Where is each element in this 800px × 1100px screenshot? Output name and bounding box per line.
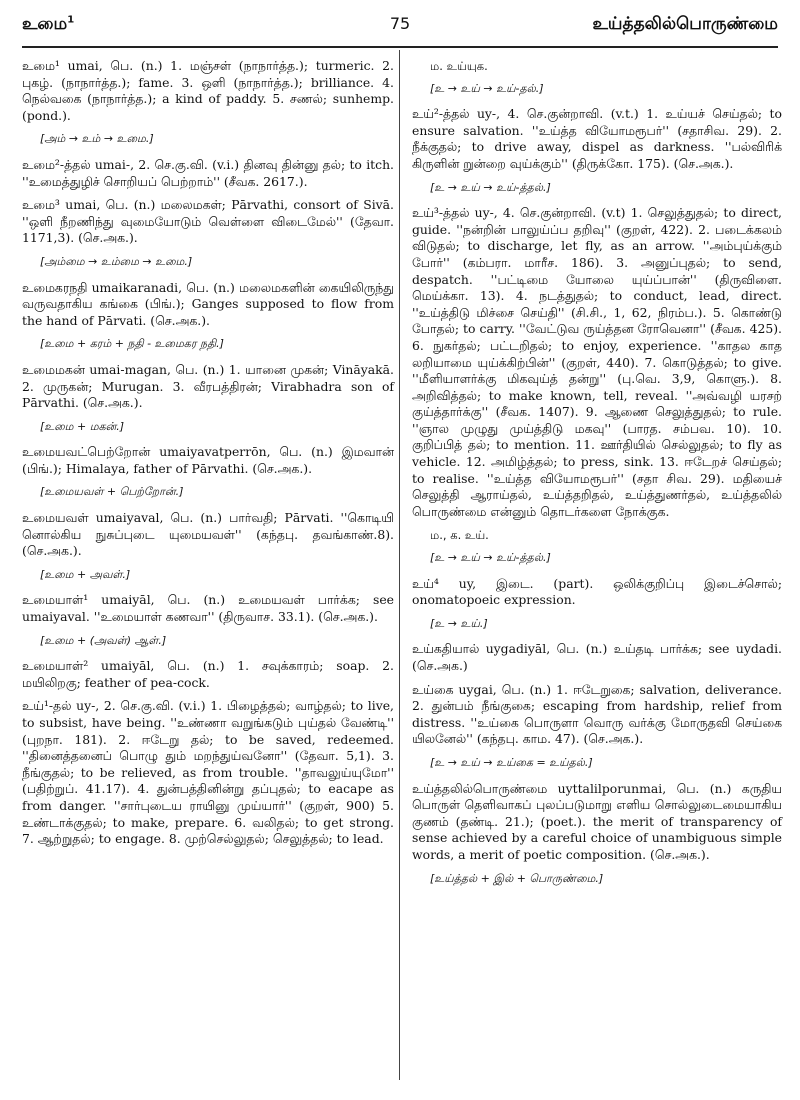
dictionary-entry: உமைமகன் umai-magan, பெ. (n.) 1. யானை முகன்; Vināyakā. 2. முருகன்; Murugan. 3. வீரபத்திரன்; Virabhadra son of Pārvathi. (செ.அக.). [22, 361, 394, 411]
etymology-note: [உய்த்தல் + இல் + பொருண்மை.] [430, 871, 604, 885]
dictionary-entry: உமையவட்பெற்றோன் umaiyavatperrōn, பெ. (n.) இமவான் (பிங்.); Himalaya, father of Pārvathi. (செ.அக.). [22, 444, 394, 476]
etymology-note: [உ → உய் → உய்கை = உய்தல்.] [430, 755, 593, 769]
etymology-note: [உமை + (அவள்) ஆள்.] [40, 633, 167, 647]
page-number: 75 [389, 14, 411, 33]
dictionary-entry: உய்²-த்தல் uy-, 4. செ.குன்றாவி. (v.t.) 1. உய்யச் செய்தல்; to ensure salvation. ''உய்த்த வியோமரூபர்'' (சதாசிவ. 29). 2. நீக்குதல்; to drive away, dispel as darkness. ''பல்விரிக் கிருளின் றுன்றை வுய்க்கும்'' (திருக்கோ. 175). (செ.அக.). [412, 106, 782, 171]
right-column [412, 58, 782, 896]
etymology-note: [உமை + கரம் + நதி - உமைகர நதி.] [40, 337, 224, 351]
etymology-note: [உமையவள் + பெற்றோன்.] [40, 485, 184, 499]
page-header [22, 14, 778, 40]
dictionary-entry: உமைகரநதி umaikaranadi, பெ. (n.) மலைமகளின் கையிலிருந்து வருவதாகிய கங்கை (பிங்.); Ganges supposed to flow from the hand of Pārvati. (செ.அக.). [22, 279, 394, 328]
column-divider [399, 50, 400, 1080]
etymology-note: [உ → உய் → உய்-த்தல்.] [430, 551, 551, 565]
dictionary-entry: உமை¹ umai, பெ. (n.) 1. மஞ்சள் (நாநார்த்த.); turmeric. 2. புகழ். (நாநார்த்த.); fame. 3. ஒளி (நாநார்த்த.); brilliance. 4. நெல்வகை (நாநார்த்த.); a kind of paddy. 5. சணல்; sunhemp. (pond.). [22, 58, 394, 123]
etymology-note: [அம் → உம் → உமை.] [40, 132, 154, 146]
header-rule [22, 46, 778, 48]
cognate-note: ம., க. உய். [430, 528, 489, 543]
dictionary-entry: உமையாள்¹ umaiyāl, பெ. (n.) உமையவள் பார்க்க; see umaiyaval. ''உமையாள் கணவா'' (திருவாச. 33.1). (செ.அக.). [22, 592, 394, 625]
dictionary-entry: உய்¹-தல் uy-, 2. செ.கு.வி. (v.i.) 1. பிழைத்தல்; வாழ்தல்; to live, to subsist, have being. ''உண்ணா வறுங்கடும் புய்தல் வேண்டி'' (புறநா. 181). 2. ஈடேறு தல்; to be saved, redeemed. ''தினைத்தனைப் பொழு தும் மறந்துய்வனோ'' (தேவா. 5,1). 3. நீங்குதல்; to be relieved, as from trouble. ''தாவலுய்யுமோ'' (பதிற்றுப். 41.17). 4. துன்பத்தினின்று தப்புதல்; to eacape as from danger. ''சார்புடைய ராயினு முய்யார்'' (குறள், 900) 5. உண்டாக்குதல்; to make, prepare. 6. வலிதல்; to get strong. 7. ஆற்றுதல்; to engage. 8. முற்செல்லுதல்; செலுத்தல்; to lead. [22, 698, 394, 847]
etymology-note: [உமை + அவள்.] [40, 567, 131, 581]
dictionary-entry: உய்⁴ uy, இடை. (part). ஒலிக்குறிப்பு இடைச்சொல்; onomatopoeic expression. [412, 575, 782, 608]
dictionary-entry: உய்கதியால் uygadiyāl, பெ. (n.) உய்தடி பார்க்க; see uydadi. (செ.அக.) [412, 641, 782, 673]
etymology-note: [உமை + மகன்.] [40, 419, 125, 433]
dictionary-entry: உமையவள் umaiyaval, பெ. (n.) பார்வதி; Pārvati. ''கொடியி னொல்கிய நுசுப்புடை யுமையவள்'' (கந்தபு. தவங்காண்.8). (செ.அக.). [22, 510, 394, 559]
dictionary-entry: உய்த்தலில்பொருண்மை uyttalilporunmai, பெ. (n.) கருதிய பொருள் தெளிவாகப் புலப்படுமாறு எளிய சொல்லுடைமையாகிய குணம் (தண்டி. 21.); (poet.). the merit of transparency of sense achieved by a careful choice of unambiguous simple words, a merit of poetic composition. (செ.அக.). [412, 780, 782, 862]
dictionary-entry: உமை²-த்தல் umai-, 2. செ.கு.வி. (v.i.) தினவு தின்னு தல்; to itch. ''உமைத்துழிச் சொறியப் பெற்றாம்'' (சீவக. 2617.). [22, 156, 394, 189]
dictionary-entry: உய்³-த்தல் uy-, 4. செ.குன்றாவி. (v.t) 1. செலுத்துதல்; to direct, guide. ''நன்றின் பாலுய்ப்ப தறிவு'' (குறள், 422). 2. படைக்கலம் விடுதல்; to discharge, let fly, as an arrow. ''அம்புய்க்கும் போர்'' (கம்பரா. மாரீச. 186). 3. அனுப்புதல்; to send, despatch. ''பட்டிமை யோலை யுய்ப்பான்'' (திருவிளை. மெய்க்கா. 13). 4. நடத்துதல்; to conduct, lead, direct. ''உய்த்திடு மிச்சை செய்தி'' (சி.சி., 1, 62, நிரம்ப.). 5. கொண்டு போதல்; to carry. ''வேட்டுவ ருய்த்தன ரோவெனா'' (சீவக. 425). 6. நுகர்தல்; பட்டறிதல்; to enjoy, experience. ''காதல காத லறியாமை யுய்க்கிற்பின்'' (குறள், 440). 7. கொடுத்தல்; to give. ''மீளியாளர்க்கு மிகவுய்த் தன்று'' (பு.வெ. 3,9, கொளு.). 8. அறிவித்தல்; to make known, tell, reveal. ''அவ்வழி யரசற் குய்த்தார்க்கு'' (சீவக. 1407). 9. ஆணை செலுத்துதல்; to rule. ''ஞால முழுது முய்த்திடு மகவு'' (பாரத. சம்பவ. 10). 10. குறிப்பித் தல்; to mention. 11. ஊர்தியில் செல்லுதல்; to fly as vehicle. 12. அமிழ்த்தல்; to press, sink. 13. ஈடேறச் செய்தல்; to realise. ''உய்த்த வியோமரூபர்'' (சதா சிவ. 29). மதியைச் செலுத்தி ஆராய்தல், உய்த்தறிதல், உய்த்துணர்தல், உய்த்தலில் பொருண்மை என்னும் தொடர்களை நோக்குக. [412, 205, 782, 519]
header-left-guide-word: உமை$^1$ [22, 14, 75, 34]
dictionary-entry: உமையாள்² umaiyāl, பெ. (n.) 1. சவுக்காரம்; soap. 2. மயிலிறகு; feather of pea-cock. [22, 658, 394, 690]
dictionary-entry: உமை³ umai, பெ. (n.) மலைமகள்; Pārvathi, consort of Sivā. ''ஒளி நீறணிந்து வுமையோடும் வெள்ளை விடைமேல்'' (தேவா. 1171,3). (செ.அக.). [22, 197, 394, 246]
left-column [22, 58, 394, 855]
dictionary-entry: உய்கை uygai, பெ. (n.) 1. ஈடேறுகை; salvation, deliverance. 2. துன்பம் நீங்குகை; escaping from hardship, relief from distress. ''உய்கை பொருளா வொரு வர்க்கு மோருதவி செய்கை யிலனேல்'' (கந்தபு. காம. 47). (செ.அக.). [412, 681, 782, 747]
etymology-note: [அம்மை → உம்மை → உமை.] [40, 254, 193, 268]
etymology-note: [உ → உய் → உய்-த்தல்.] [430, 180, 551, 194]
etymology-note: [உ → உய் → உய்-தல்.] [430, 81, 544, 95]
cognate-note: ம. உய்யுக. [430, 59, 488, 73]
header-right-guide-word: உய்த்தலில்பொருண்மை [592, 14, 778, 34]
etymology-note: [உ → உய்.] [430, 616, 488, 630]
